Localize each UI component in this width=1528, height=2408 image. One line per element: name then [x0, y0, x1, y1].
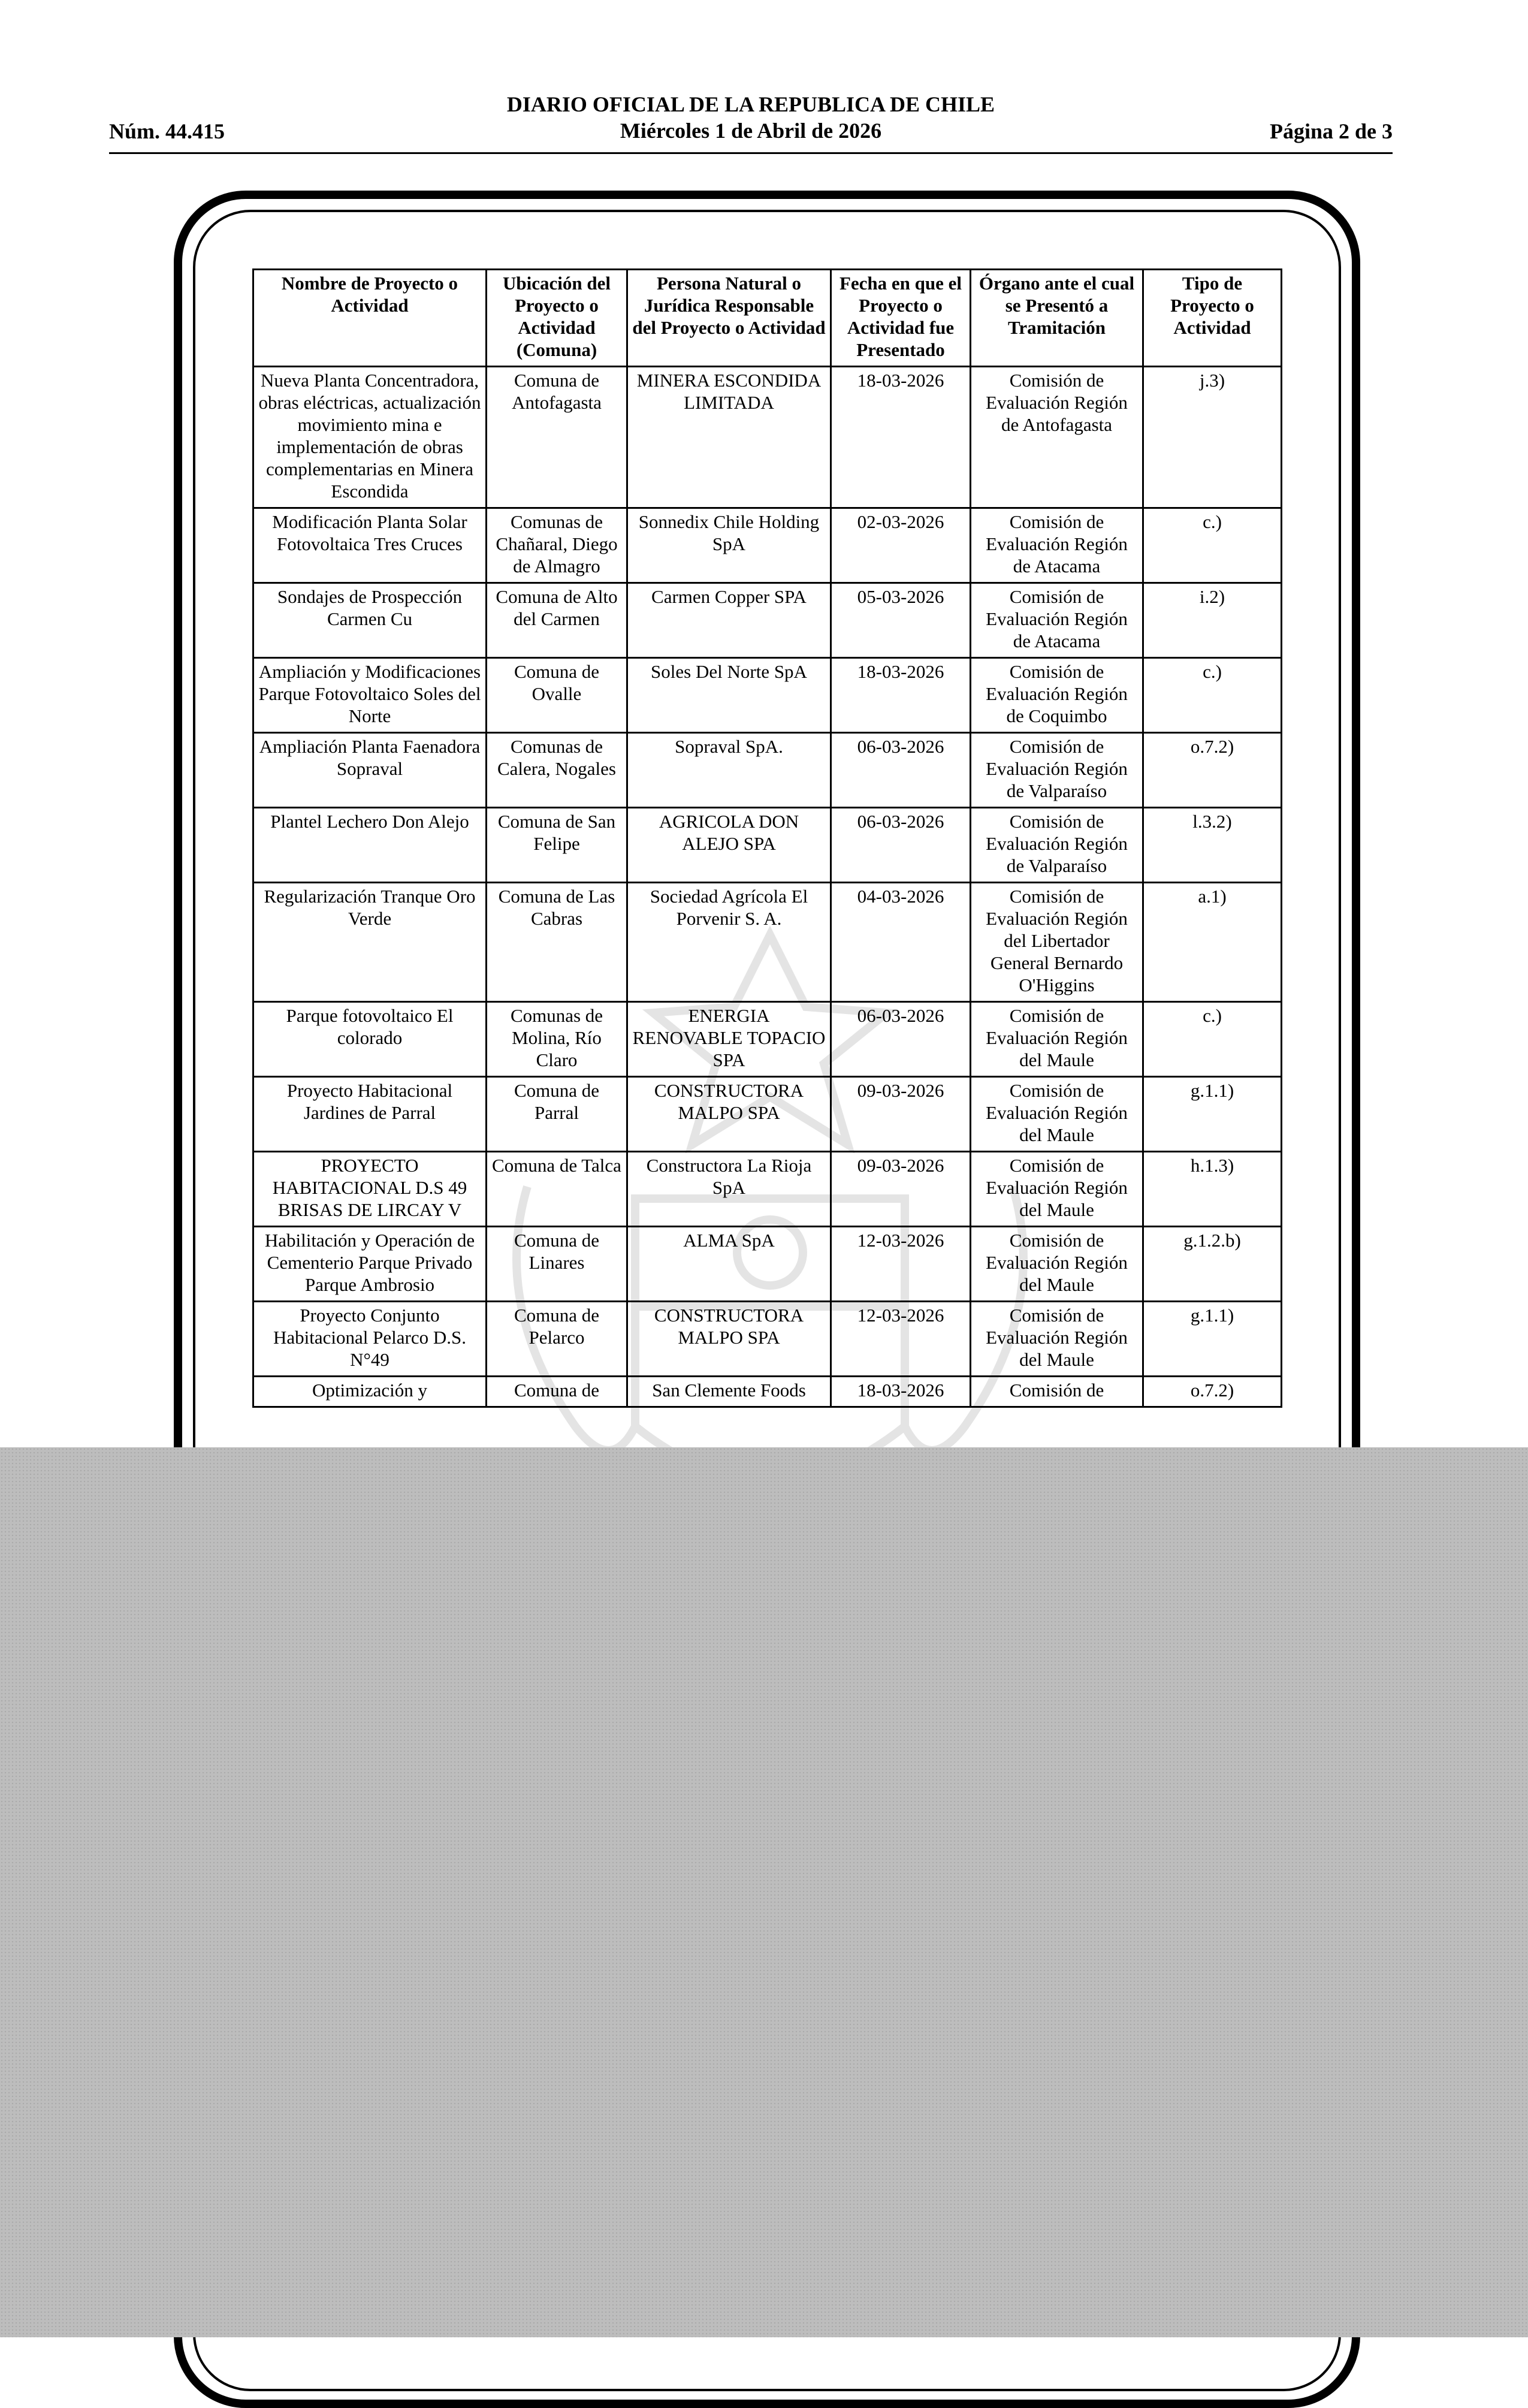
- cell-organo: Comisión de Evaluación Región de Coquimbo: [971, 658, 1143, 733]
- cell-fecha: 06-03-2026: [831, 733, 971, 808]
- cell-tipo: i.2): [1143, 583, 1282, 658]
- cell-tipo: h.1.3): [1143, 1152, 1282, 1227]
- cell-organo: Comisión de: [971, 1377, 1143, 1407]
- cell-fecha: 12-03-2026: [831, 1227, 971, 1302]
- cell-persona: CONSTRUCTORA MALPO SPA: [627, 1077, 831, 1152]
- cell-fecha: 09-03-2026: [831, 1077, 971, 1152]
- cell-fecha: 06-03-2026: [831, 1002, 971, 1077]
- cell-fecha: 06-03-2026: [831, 808, 971, 883]
- cell-tipo: o.7.2): [1143, 1377, 1282, 1407]
- cell-nombre: Sondajes de Prospección Carmen Cu: [253, 583, 487, 658]
- cell-organo: Comisión de Evaluación Región de Atacama: [971, 583, 1143, 658]
- cell-tipo: c.): [1143, 658, 1282, 733]
- cell-organo: Comisión de Evaluación Región del Maule: [971, 1152, 1143, 1227]
- table-row: [253, 1227, 1282, 1302]
- cell-persona: ALMA SpA: [627, 1227, 831, 1302]
- cell-organo: Comisión de Evaluación Región de Atacama: [971, 508, 1143, 583]
- projects-table: [252, 268, 1282, 1408]
- cell-nombre: Regularización Tranque Oro Verde: [253, 883, 487, 1002]
- cell-ubicacion: Comuna de: [487, 1377, 627, 1407]
- col-header-nombre: Nombre de Proyecto o Actividad: [253, 270, 487, 367]
- cell-ubicacion: Comunas de Molina, Río Claro: [487, 1002, 627, 1077]
- cell-tipo: j.3): [1143, 367, 1282, 508]
- cell-organo: Comisión de Evaluación Región del Maule: [971, 1227, 1143, 1302]
- cell-tipo: g.1.2.b): [1143, 1227, 1282, 1302]
- cell-fecha: 18-03-2026: [831, 658, 971, 733]
- table-row: [253, 1002, 1282, 1077]
- cell-organo: Comisión de Evaluación Región del Maule: [971, 1302, 1143, 1377]
- cell-ubicacion: Comuna de Pelarco: [487, 1302, 627, 1377]
- table-row: [253, 367, 1282, 508]
- cell-ubicacion: Comuna de San Felipe: [487, 808, 627, 883]
- cell-organo: Comisión de Evaluación Región del Libertador General Bernardo O'Higgins: [971, 883, 1143, 1002]
- cell-ubicacion: Comunas de Chañaral, Diego de Almagro: [487, 508, 627, 583]
- cell-ubicacion: Comuna de Ovalle: [487, 658, 627, 733]
- cell-nombre: Plantel Lechero Don Alejo: [253, 808, 487, 883]
- col-header-persona: Persona Natural o Jurídica Responsable del Proyecto o Actividad: [627, 270, 831, 367]
- cell-fecha: 02-03-2026: [831, 508, 971, 583]
- cell-persona: ENERGIA RENOVABLE TOPACIO SPA: [627, 1002, 831, 1077]
- cell-fecha: 18-03-2026: [831, 367, 971, 508]
- cell-persona: AGRICOLA DON ALEJO SPA: [627, 808, 831, 883]
- cell-nombre: Parque fotovoltaico El colorado: [253, 1002, 487, 1077]
- cell-ubicacion: Comuna de Antofagasta: [487, 367, 627, 508]
- cell-persona: Sonnedix Chile Holding SpA: [627, 508, 831, 583]
- cell-organo: Comisión de Evaluación Región de Antofagasta: [971, 367, 1143, 508]
- cell-nombre: Proyecto Conjunto Habitacional Pelarco D.S. N°49: [253, 1302, 487, 1377]
- table-row: [253, 583, 1282, 658]
- page-number: Página 2 de 3: [1269, 119, 1393, 143]
- cell-persona: Sociedad Agrícola El Porvenir S. A.: [627, 883, 831, 1002]
- issue-number: Núm. 44.415: [109, 119, 225, 143]
- page-header: [109, 90, 1393, 156]
- cell-tipo: g.1.1): [1143, 1302, 1282, 1377]
- cell-persona: Soles Del Norte SpA: [627, 658, 831, 733]
- table-row: [253, 508, 1282, 583]
- cell-ubicacion: Comuna de Talca: [487, 1152, 627, 1227]
- cell-tipo: l.3.2): [1143, 808, 1282, 883]
- cell-persona: MINERA ESCONDIDA LIMITADA: [627, 367, 831, 508]
- cell-nombre: Ampliación Planta Faenadora Sopraval: [253, 733, 487, 808]
- table-row: [253, 883, 1282, 1002]
- header-rule: [109, 152, 1393, 154]
- cell-persona: Carmen Copper SPA: [627, 583, 831, 658]
- cell-ubicacion: Comuna de Alto del Carmen: [487, 583, 627, 658]
- cell-organo: Comisión de Evaluación Región del Maule: [971, 1002, 1143, 1077]
- table-row: [253, 1377, 1282, 1407]
- cell-ubicacion: Comuna de Parral: [487, 1077, 627, 1152]
- col-header-organo: Órgano ante el cual se Presentó a Tramitación: [971, 270, 1143, 367]
- cell-ubicacion: Comuna de Las Cabras: [487, 883, 627, 1002]
- cell-tipo: o.7.2): [1143, 733, 1282, 808]
- cell-persona: Sopraval SpA.: [627, 733, 831, 808]
- cell-nombre: PROYECTO HABITACIONAL D.S 49 BRISAS DE LIRCAY V: [253, 1152, 487, 1227]
- cell-persona: San Clemente Foods: [627, 1377, 831, 1407]
- publication-title: DIARIO OFICIAL DE LA REPUBLICA DE CHILE: [506, 92, 995, 116]
- cell-ubicacion: Comunas de Calera, Nogales: [487, 733, 627, 808]
- cell-persona: Constructora La Rioja SpA: [627, 1152, 831, 1227]
- cell-persona: CONSTRUCTORA MALPO SPA: [627, 1302, 831, 1377]
- table-row: [253, 1152, 1282, 1227]
- cell-nombre: Habilitación y Operación de Cementerio Parque Privado Parque Ambrosio: [253, 1227, 487, 1302]
- unloaded-page-area: [0, 1447, 1528, 2337]
- cell-organo: Comisión de Evaluación Región de Valparaíso: [971, 733, 1143, 808]
- col-header-tipo: Tipo de Proyecto o Actividad: [1143, 270, 1282, 367]
- cell-nombre: Ampliación y Modificaciones Parque Fotovoltaico Soles del Norte: [253, 658, 487, 733]
- cell-ubicacion: Comuna de Linares: [487, 1227, 627, 1302]
- cell-tipo: a.1): [1143, 883, 1282, 1002]
- cell-tipo: c.): [1143, 1002, 1282, 1077]
- cell-organo: Comisión de Evaluación Región del Maule: [971, 1077, 1143, 1152]
- cell-fecha: 09-03-2026: [831, 1152, 971, 1227]
- table-row: [253, 1302, 1282, 1377]
- cell-fecha: 18-03-2026: [831, 1377, 971, 1407]
- cell-nombre: Proyecto Habitacional Jardines de Parral: [253, 1077, 487, 1152]
- cell-fecha: 05-03-2026: [831, 583, 971, 658]
- cell-nombre: Optimización y: [253, 1377, 487, 1407]
- cell-tipo: g.1.1): [1143, 1077, 1282, 1152]
- cell-nombre: Nueva Planta Concentradora, obras eléctricas, actualización movimiento mina e implementación de obras complementarias en Minera Escondida: [253, 367, 487, 508]
- table-row: [253, 808, 1282, 883]
- table-header-row: [253, 270, 1282, 367]
- cell-organo: Comisión de Evaluación Región de Valparaíso: [971, 808, 1143, 883]
- cell-tipo: c.): [1143, 508, 1282, 583]
- table-row: [253, 1077, 1282, 1152]
- publication-date: Miércoles 1 de Abril de 2026: [620, 119, 882, 143]
- cell-nombre: Modificación Planta Solar Fotovoltaica Tres Cruces: [253, 508, 487, 583]
- col-header-fecha: Fecha en que el Proyecto o Actividad fue Presentado: [831, 270, 971, 367]
- table-row: [253, 733, 1282, 808]
- table-row: [253, 658, 1282, 733]
- cell-fecha: 12-03-2026: [831, 1302, 971, 1377]
- col-header-ubicacion: Ubicación del Proyecto o Actividad (Comuna): [487, 270, 627, 367]
- publication-title-block: [109, 91, 1393, 144]
- cell-fecha: 04-03-2026: [831, 883, 971, 1002]
